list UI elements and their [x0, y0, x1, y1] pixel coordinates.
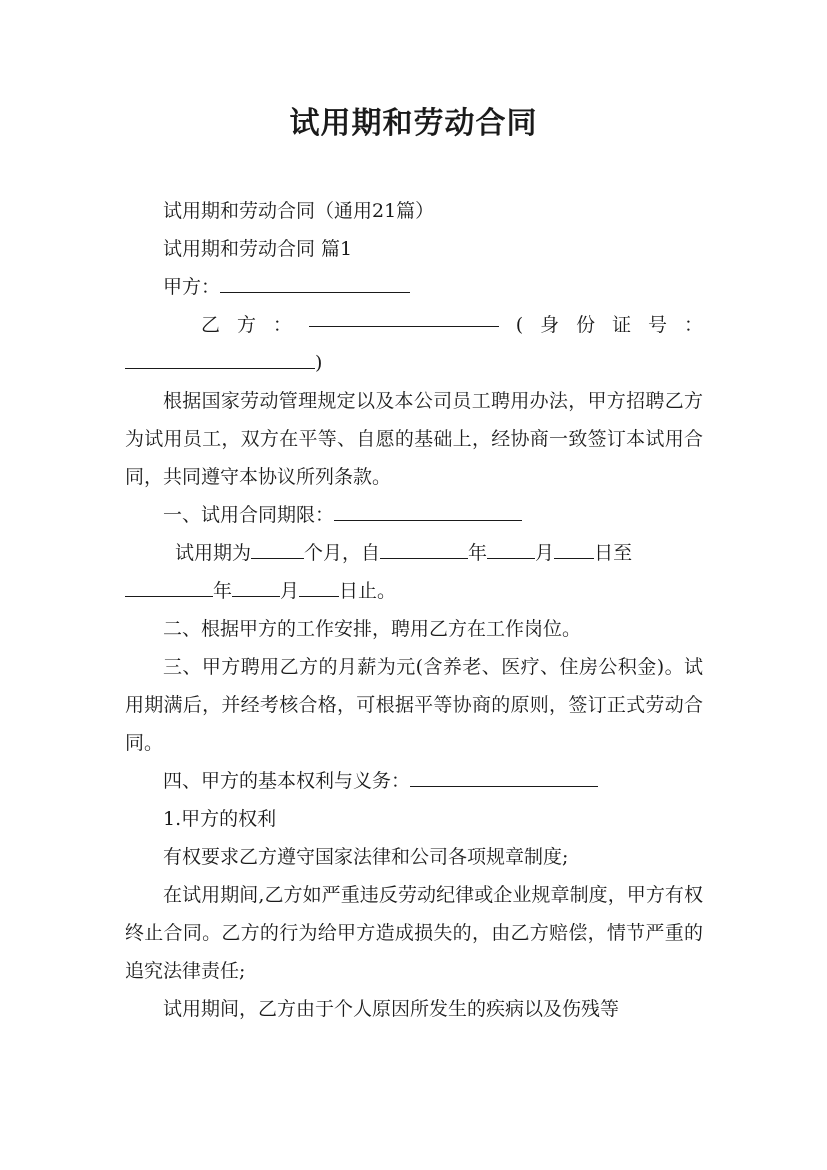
right-1: 有权要求乙方遵守国家法律和公司各项规章制度;: [163, 846, 569, 868]
contract-term-blank[interactable]: [334, 500, 522, 521]
document-body: [125, 192, 703, 1028]
clause-2: 二、根据甲方的工作安排，聘用乙方在工作岗位。: [163, 618, 582, 640]
party-a-label: 甲方：: [163, 276, 221, 298]
trial-text: 个月，自: [304, 542, 381, 564]
trial-text: 月: [280, 580, 300, 602]
clause-4-line: [125, 762, 703, 800]
party-b-char: 证: [612, 314, 632, 336]
party-b-char: 身: [540, 314, 560, 336]
trial-text: 日止。: [339, 580, 397, 602]
clause-4-label: 四、甲方的基本权利与义务：: [163, 770, 411, 792]
section-heading: 试用期和劳动合同 篇1: [163, 238, 353, 260]
document-title: 试用期和劳动合同: [289, 106, 538, 141]
end-month-blank[interactable]: [232, 576, 280, 597]
sub-heading-1: 1.甲方的权利: [163, 808, 277, 830]
rights-duties-blank[interactable]: [410, 766, 598, 787]
right-3: 试用期间，乙方由于个人原因所发生的疾病以及伤残等: [163, 998, 620, 1020]
trial-period-line-1: [125, 534, 703, 572]
party-b-id-line: [125, 344, 703, 382]
trial-text: 年: [213, 580, 233, 602]
trial-text: 月: [535, 542, 555, 564]
clause-1-line: [125, 496, 703, 534]
party-b-line: [125, 306, 703, 344]
party-b-close: ): [315, 352, 323, 374]
trial-text: 年: [468, 542, 488, 564]
party-b-char: (: [515, 314, 524, 336]
clause-3: 三、甲方聘用乙方的月薪为元(含养老、医疗、住房公积金)。试用期满后，并经考核合格，可根据平等协商的原则，签订正式劳动合同。: [125, 656, 703, 754]
trial-text: 日至: [594, 542, 633, 564]
party-a-line: [125, 268, 703, 306]
trial-period-line-2: [125, 572, 703, 610]
party-b-char: 乙: [201, 314, 221, 336]
subtitle-line: 试用期和劳动合同（通用21篇）: [163, 200, 435, 222]
party-b-id-blank[interactable]: [125, 348, 315, 369]
party-b-char: 份: [576, 314, 596, 336]
intro-paragraph: 根据国家劳动管理规定以及本公司员工聘用办法，甲方招聘乙方为试用员工，双方在平等、自愿的基础上，经协商一致签订本试用合同，共同遵守本协议所列条款。: [125, 390, 703, 488]
party-b-char: 方: [236, 314, 256, 336]
party-a-blank[interactable]: [220, 272, 410, 293]
clause-1-label: 一、试用合同期限：: [163, 504, 335, 526]
start-day-blank[interactable]: [554, 538, 594, 559]
party-b-char: ：: [272, 314, 292, 336]
trial-text: 试用期为: [175, 542, 252, 564]
end-year-blank[interactable]: [125, 576, 213, 597]
party-b-char: 号: [648, 314, 668, 336]
start-month-blank[interactable]: [487, 538, 535, 559]
end-day-blank[interactable]: [299, 576, 339, 597]
months-blank[interactable]: [251, 538, 304, 559]
party-b-char: ：: [683, 314, 703, 336]
right-2: 在试用期间,乙方如严重违反劳动纪律或企业规章制度，甲方有权终止合同。乙方的行为给甲方造成损失的，由乙方赔偿，情节严重的追究法律责任;: [125, 884, 703, 982]
start-year-blank[interactable]: [380, 538, 468, 559]
party-b-name-blank[interactable]: [309, 306, 499, 327]
